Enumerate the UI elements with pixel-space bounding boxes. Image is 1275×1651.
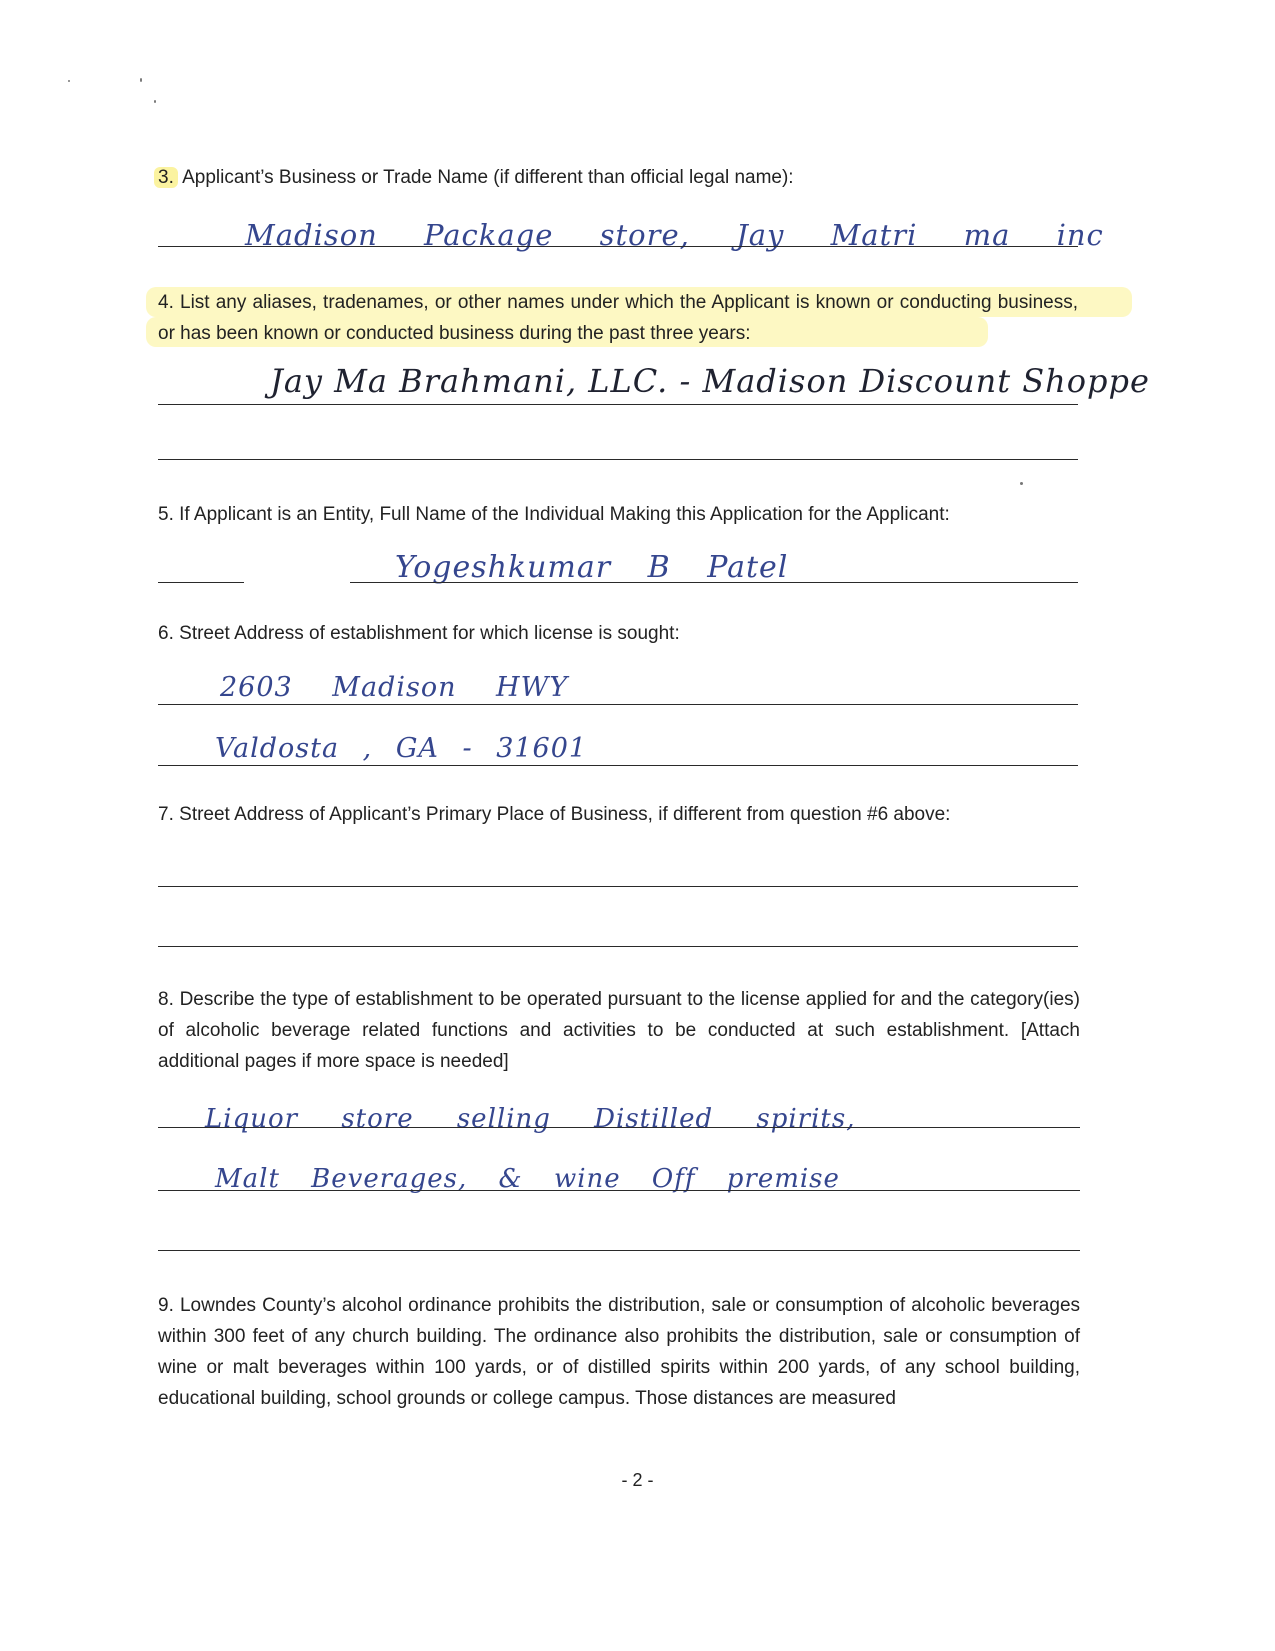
question-3-answer[interactable]: Madison Package store, Jay Matri ma inc bbox=[245, 218, 1104, 252]
scan-speck bbox=[1020, 482, 1023, 485]
question-8-answer-rule-3 bbox=[158, 1250, 1080, 1251]
question-3-text: Applicant’s Business or Trade Name (if different than official legal name): bbox=[182, 167, 794, 188]
question-7 bbox=[158, 799, 950, 830]
page-number: - 2 - bbox=[621, 1470, 654, 1490]
question-6-text: Street Address of establishment for which license is sought: bbox=[179, 623, 680, 644]
question-9-number: 9. bbox=[158, 1295, 174, 1316]
question-7-text: Street Address of Applicant’s Primary Place of Business, if different from question #6 above: bbox=[179, 804, 951, 825]
question-5-number: 5. bbox=[158, 504, 174, 525]
question-8-answer-rule-1 bbox=[158, 1127, 1080, 1128]
scan-speck bbox=[154, 100, 156, 103]
question-5-answer-line bbox=[350, 582, 1078, 583]
question-8-answer-line-1[interactable]: Liquor store selling Distilled spirits, bbox=[205, 1104, 856, 1134]
question-8 bbox=[158, 984, 1080, 1077]
question-8-text: Describe the type of establishment to be operated pursuant to the license applied for and the category(ies) of alcoholic beverage related functions and activities to be conducted at such establishment. [Attach additional pages if more space is needed] bbox=[158, 989, 1080, 1072]
question-8-answer-rule-2 bbox=[158, 1190, 1080, 1191]
question-7-answer-rule-2[interactable] bbox=[158, 946, 1078, 947]
scan-speck bbox=[68, 80, 70, 82]
scan-speck bbox=[140, 78, 142, 82]
question-6-answer-line-1[interactable]: 2603 Madison HWY bbox=[220, 672, 569, 703]
question-3 bbox=[154, 162, 794, 193]
question-5-text: If Applicant is an Entity, Full Name of the Individual Making this Application for the Applicant: bbox=[179, 504, 950, 525]
question-5 bbox=[158, 499, 950, 530]
question-4 bbox=[158, 287, 1078, 349]
question-7-answer-rule-1[interactable] bbox=[158, 886, 1078, 887]
question-4-number: 4. bbox=[158, 292, 174, 313]
question-5-answer[interactable]: Yogeshkumar B Patel bbox=[395, 550, 789, 585]
question-6-answer-rule-1 bbox=[158, 704, 1078, 705]
question-9-text: Lowndes County’s alcohol ordinance prohibits the distribution, sale or consumption of alcoholic beverages within 300 feet of any church building. The ordinance also prohibits the distribution, sale or consumption of wine or malt beverages within 100 yards, or of distilled spirits within 200 yards, of any school building, educational building, school grounds or college campus. Those distances are measured bbox=[158, 1295, 1081, 1409]
question-7-number: 7. bbox=[158, 804, 174, 825]
question-8-number: 8. bbox=[158, 989, 174, 1010]
question-6-answer-rule-2 bbox=[158, 765, 1078, 766]
question-4-answer-line-1 bbox=[158, 404, 1078, 405]
question-8-answer-line-2[interactable]: Malt Beverages, & wine Off premise bbox=[215, 1164, 840, 1194]
question-6-answer-line-2[interactable]: Valdosta , GA - 31601 bbox=[215, 733, 588, 764]
question-3-number: 3. bbox=[154, 167, 178, 188]
question-6-number: 6. bbox=[158, 623, 174, 644]
question-5-answer-line-short bbox=[158, 582, 244, 583]
question-6 bbox=[158, 618, 680, 649]
question-3-answer-line bbox=[158, 246, 1078, 247]
question-4-text: List any aliases, tradenames, or other names under which the Applicant is known or conducting business, or has been known or conducted business during the past three years: bbox=[158, 292, 1078, 344]
question-4-answer-line-2 bbox=[158, 459, 1078, 460]
question-4-answer[interactable]: Jay Ma Brahmani, LLC. - Madison Discount Shoppe bbox=[270, 362, 1150, 400]
question-9 bbox=[158, 1290, 1080, 1414]
